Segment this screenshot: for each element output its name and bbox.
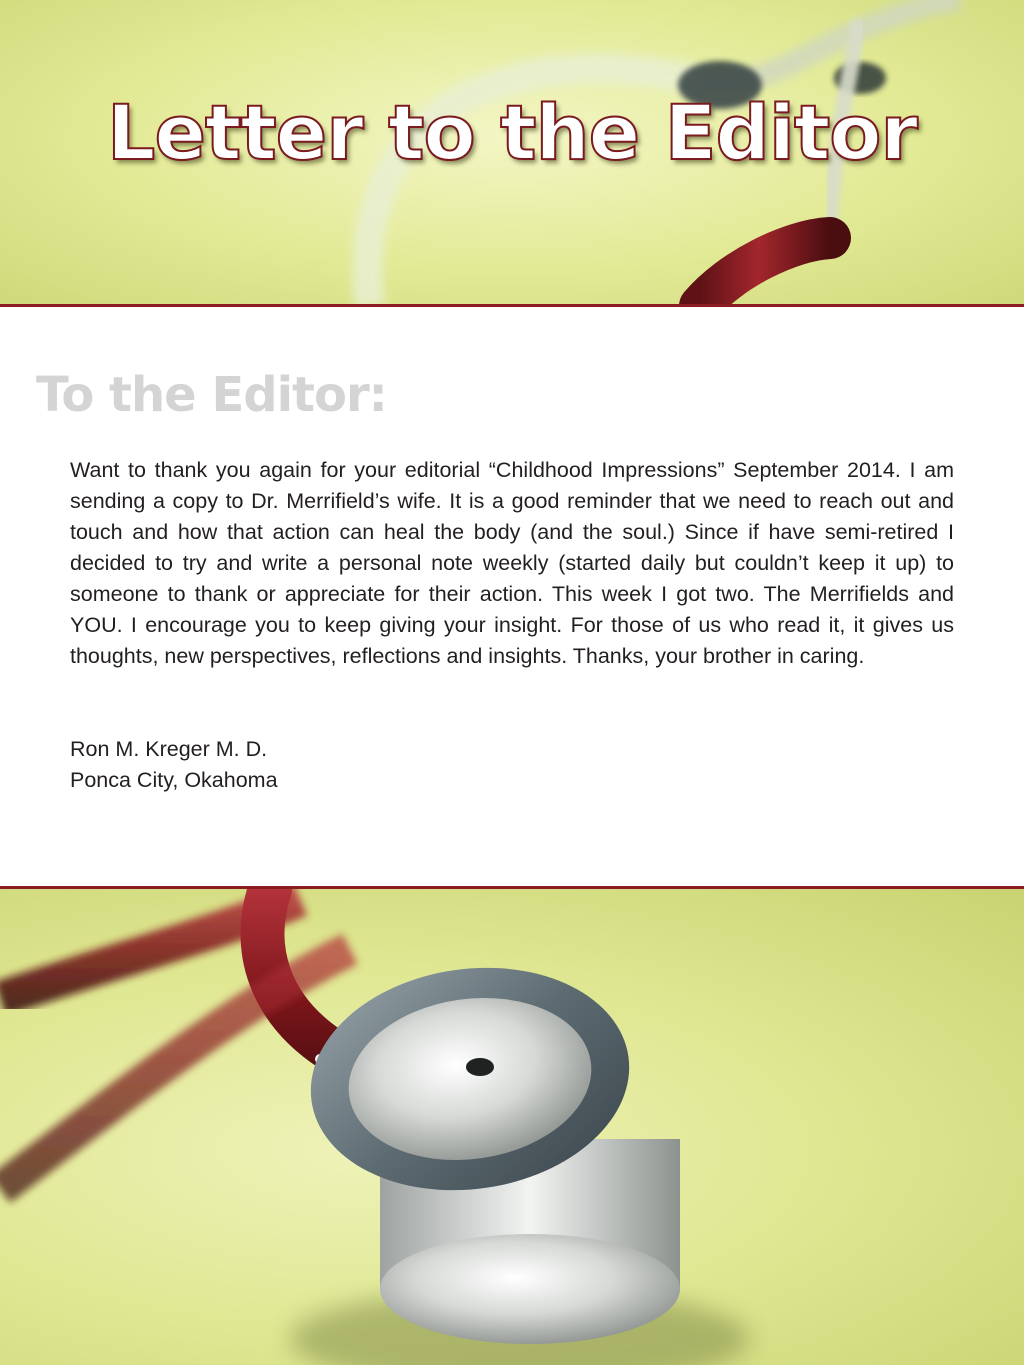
signature-name: Ron M. Kreger M. D. (70, 737, 268, 761)
signature-location: Ponca City, Okahoma (70, 768, 278, 792)
footer-banner-image (0, 889, 1024, 1365)
letter-body: Want to thank you again for your editorial “Childhood Impressions” September 2014. I am sending a copy to Dr. Merrifield’s wife. It is a good reminder that we need to reach out and touch and how that action can heal the body (and the soul.) Since if have semi-retired I decided to try and write a personal note weekly (started daily but couldn’t keep it up) to someone to thank or appreciate for their action. This week I got two. The Merrifields and YOU. I encourage you to keep giving your insight. For those of us who read it, it gives us thoughts, new perspectives, reflections and insights. Thanks, your brother in caring. (70, 458, 954, 668)
page-title: Letter to the Editor (107, 88, 917, 177)
letter-signature (70, 734, 278, 796)
header-banner-image (0, 0, 1024, 306)
letter-salutation: To the Editor: (36, 367, 387, 423)
stethoscope-chestpiece-icon (0, 889, 1024, 1365)
letter-panel (0, 307, 1024, 886)
